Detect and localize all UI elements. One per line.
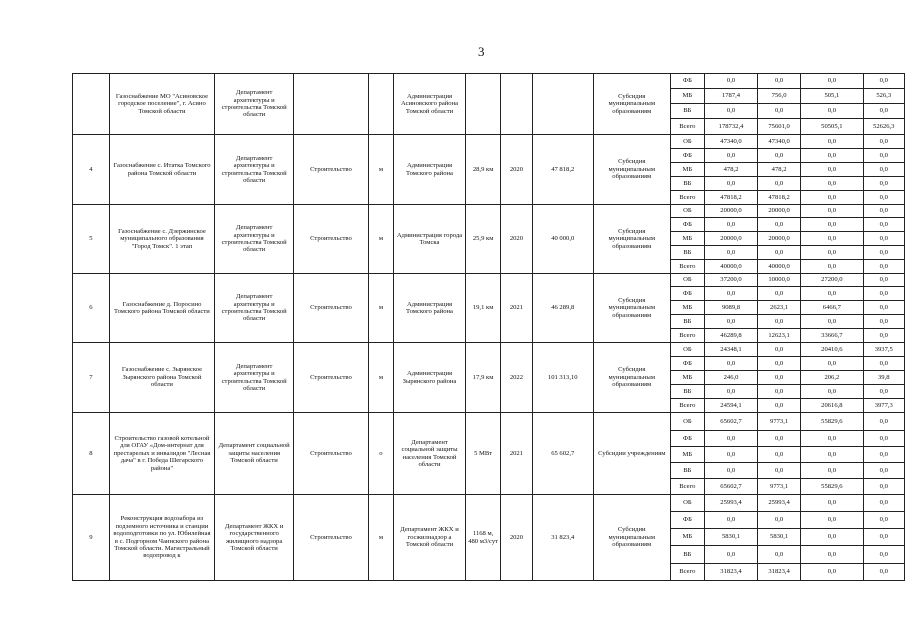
amount-year-3: 52626,3: [863, 119, 904, 135]
project-name: Газоснабжение с. Зырянское Зырянского района Томской области: [109, 343, 215, 413]
capacity: 28,9 км: [466, 135, 501, 205]
budget-level: ФБ: [670, 74, 704, 89]
capacity: 17,9 км: [466, 343, 501, 413]
funding-form: Субсидии муниципальным образованиям: [593, 495, 670, 581]
amount-year-2: 20410,6: [801, 343, 863, 357]
project-name: Газоснабжение д. Поросино Томского района Томской области: [109, 274, 215, 343]
unit: м: [368, 495, 393, 581]
project-number: [73, 74, 110, 135]
amount-year-2: 0,0: [801, 74, 863, 89]
funding-row: [73, 135, 905, 149]
budget-level: Всего: [670, 119, 704, 135]
amount-total: 20000,0: [705, 205, 758, 218]
amount-year-3: 0,0: [863, 546, 904, 564]
amount-year-3: 0,0: [863, 463, 904, 479]
recipient: Администрация Асиновского района Томской области: [394, 74, 466, 135]
amount-total: 65602,7: [705, 413, 758, 431]
amount-year-2: 33666,7: [801, 329, 863, 343]
amount-year-1: 0,0: [757, 315, 800, 329]
funding-form: Субсидии учреждениям: [593, 413, 670, 495]
amount-year-3: 0,0: [863, 479, 904, 495]
amount-year-2: 0,0: [801, 149, 863, 163]
capacity: 25,9 км: [466, 205, 501, 274]
budget-level: ВБ: [670, 177, 704, 191]
budget-level: ОБ: [670, 495, 704, 512]
amount-total: 5830,1: [705, 529, 758, 546]
year: 2020: [501, 135, 532, 205]
recipient: Администрация Томского района: [394, 135, 466, 205]
customer: Департамент архитектуры и строительства Томской области: [215, 205, 294, 274]
budget-level: ФБ: [670, 218, 704, 232]
amount-year-1: 0,0: [757, 287, 800, 301]
amount-total: 0,0: [705, 149, 758, 163]
project-number: 4: [73, 135, 110, 205]
amount-total: 0,0: [705, 431, 758, 447]
unit: м: [368, 343, 393, 413]
recipient: Администрация города Томска: [394, 205, 466, 274]
amount-year-1: 0,0: [757, 371, 800, 385]
amount-total: 40000,0: [705, 260, 758, 274]
amount-year-2: 0,0: [801, 191, 863, 205]
amount-year-3: 39,8: [863, 371, 904, 385]
capacity: 19,1 км: [466, 274, 501, 343]
budget-level: ВБ: [670, 546, 704, 564]
estimated-cost: 65 602,7: [532, 413, 593, 495]
amount-year-3: 0,0: [863, 163, 904, 177]
amount-year-3: 0,0: [863, 447, 904, 463]
budget-level: МБ: [670, 447, 704, 463]
estimated-cost: 47 818,2: [532, 135, 593, 205]
amount-year-2: 55829,6: [801, 479, 863, 495]
estimated-cost: [532, 74, 593, 135]
amount-year-3: 0,0: [863, 135, 904, 149]
amount-year-3: 0,0: [863, 191, 904, 205]
amount-year-1: 0,0: [757, 104, 800, 119]
work-type: Строительство: [294, 274, 369, 343]
amount-year-2: 0,0: [801, 529, 863, 546]
amount-year-1: 0,0: [757, 385, 800, 399]
funding-row: [73, 74, 905, 89]
project-number: 9: [73, 495, 110, 581]
budget-level: Всего: [670, 564, 704, 581]
amount-year-2: 27200,0: [801, 274, 863, 287]
unit: [368, 74, 393, 135]
budget-level: МБ: [670, 529, 704, 546]
amount-year-3: 0,0: [863, 301, 904, 315]
budget-level: Всего: [670, 329, 704, 343]
amount-total: 65602,7: [705, 479, 758, 495]
amount-year-2: 0,0: [801, 495, 863, 512]
budget-level: ОБ: [670, 274, 704, 287]
amount-year-1: 2623,1: [757, 301, 800, 315]
funding-form: Субсидия муниципальным образованиям: [593, 205, 670, 274]
year: 2021: [501, 413, 532, 495]
budget-level: ВБ: [670, 463, 704, 479]
amount-year-3: 0,0: [863, 287, 904, 301]
amount-year-1: 0,0: [757, 218, 800, 232]
project-name: Строительство газовой котельной для ОГАУ «Дом-интернат для престарелых и инвалидов "Лесная дача" в г. Победа Шегарского района": [109, 413, 215, 495]
funding-form: Субсидия муниципальным образованиям: [593, 274, 670, 343]
amount-total: 0,0: [705, 287, 758, 301]
amount-total: 0,0: [705, 546, 758, 564]
budget-level: Всего: [670, 479, 704, 495]
unit: м: [368, 205, 393, 274]
amount-year-2: 0,0: [801, 135, 863, 149]
amount-year-3: 0,0: [863, 512, 904, 529]
budget-level: МБ: [670, 89, 704, 104]
amount-year-2: 50505,1: [801, 119, 863, 135]
amount-year-3: 0,0: [863, 329, 904, 343]
amount-total: 0,0: [705, 512, 758, 529]
funding-row: [73, 413, 905, 431]
amount-total: 0,0: [705, 385, 758, 399]
funding-row: [73, 495, 905, 512]
amount-year-2: 0,0: [801, 546, 863, 564]
amount-year-1: 31823,4: [757, 564, 800, 581]
amount-year-2: 0,0: [801, 232, 863, 246]
amount-total: 47340,0: [705, 135, 758, 149]
amount-total: 25993,4: [705, 495, 758, 512]
amount-year-2: 55829,6: [801, 413, 863, 431]
amount-total: 46289,8: [705, 329, 758, 343]
amount-year-1: 47818,2: [757, 191, 800, 205]
project-number: 8: [73, 413, 110, 495]
amount-year-3: 526,3: [863, 89, 904, 104]
amount-year-2: 0,0: [801, 431, 863, 447]
project-name: Газоснабжение с. Дзержинское муниципального образования "Город Томск". 1 этап: [109, 205, 215, 274]
amount-total: 0,0: [705, 315, 758, 329]
amount-year-1: 478,2: [757, 163, 800, 177]
customer: Департамент ЖКХ и государственного жилищного надзора Томской области: [215, 495, 294, 581]
funding-form: Субсидия муниципальным образованиям: [593, 135, 670, 205]
amount-year-1: 0,0: [757, 447, 800, 463]
amount-year-2: 0,0: [801, 512, 863, 529]
amount-year-3: 0,0: [863, 431, 904, 447]
amount-year-2: 0,0: [801, 385, 863, 399]
amount-total: 0,0: [705, 447, 758, 463]
amount-year-3: 3977,3: [863, 399, 904, 413]
year: [501, 74, 532, 135]
amount-total: 37200,0: [705, 274, 758, 287]
project-name: Газоснабжение с. Итатка Томского района Томской области: [109, 135, 215, 205]
amount-year-3: 0,0: [863, 274, 904, 287]
amount-year-1: 20000,0: [757, 205, 800, 218]
amount-year-1: 0,0: [757, 431, 800, 447]
amount-year-1: 0,0: [757, 74, 800, 89]
budget-level: ОБ: [670, 343, 704, 357]
amount-total: 24348,1: [705, 343, 758, 357]
amount-year-2: 20616,8: [801, 399, 863, 413]
amount-year-3: 0,0: [863, 218, 904, 232]
investment-table: [72, 73, 905, 581]
amount-year-1: 47340,0: [757, 135, 800, 149]
amount-year-3: 0,0: [863, 246, 904, 260]
amount-year-3: 0,0: [863, 74, 904, 89]
amount-year-2: 6466,7: [801, 301, 863, 315]
estimated-cost: 46 289,8: [532, 274, 593, 343]
amount-year-1: 75601,0: [757, 119, 800, 135]
budget-level: ФБ: [670, 512, 704, 529]
amount-year-2: 0,0: [801, 260, 863, 274]
amount-year-3: 0,0: [863, 385, 904, 399]
budget-level: ВБ: [670, 246, 704, 260]
amount-year-1: 0,0: [757, 357, 800, 371]
project-number: 7: [73, 343, 110, 413]
amount-year-1: 0,0: [757, 149, 800, 163]
amount-total: 20000,0: [705, 232, 758, 246]
amount-year-1: 9773,1: [757, 413, 800, 431]
amount-year-2: 0,0: [801, 447, 863, 463]
page-number: 3: [478, 44, 485, 59]
amount-year-2: 0,0: [801, 246, 863, 260]
funding-form: Субсидия муниципальным образованиям: [593, 74, 670, 135]
estimated-cost: 31 823,4: [532, 495, 593, 581]
amount-year-3: 0,0: [863, 205, 904, 218]
amount-year-3: 0,0: [863, 529, 904, 546]
amount-total: 47818,2: [705, 191, 758, 205]
amount-year-2: 0,0: [801, 218, 863, 232]
budget-level: МБ: [670, 371, 704, 385]
budget-level: ФБ: [670, 287, 704, 301]
project-number: 5: [73, 205, 110, 274]
amount-year-1: 12623,1: [757, 329, 800, 343]
amount-year-1: 25993,4: [757, 495, 800, 512]
amount-year-2: 505,1: [801, 89, 863, 104]
budget-level: Всего: [670, 260, 704, 274]
funding-row: [73, 343, 905, 357]
year: 2021: [501, 274, 532, 343]
amount-total: 0,0: [705, 218, 758, 232]
amount-year-3: 3937,5: [863, 343, 904, 357]
amount-year-2: 0,0: [801, 205, 863, 218]
budget-level: ВБ: [670, 385, 704, 399]
year: 2022: [501, 343, 532, 413]
amount-year-1: 20000,0: [757, 232, 800, 246]
amount-year-2: 0,0: [801, 163, 863, 177]
budget-level: МБ: [670, 301, 704, 315]
estimated-cost: 40 000,0: [532, 205, 593, 274]
amount-year-1: 0,0: [757, 463, 800, 479]
amount-year-1: 0,0: [757, 399, 800, 413]
capacity: [466, 74, 501, 135]
amount-total: 0,0: [705, 104, 758, 119]
amount-year-1: 0,0: [757, 246, 800, 260]
funding-row: [73, 274, 905, 287]
amount-year-2: 0,0: [801, 104, 863, 119]
customer: Департамент социальной защиты населения Томской области: [215, 413, 294, 495]
funding-form: Субсидия муниципальным образованиям: [593, 343, 670, 413]
amount-year-3: 0,0: [863, 357, 904, 371]
estimated-cost: 101 313,10: [532, 343, 593, 413]
budget-level: ФБ: [670, 149, 704, 163]
amount-year-1: 0,0: [757, 177, 800, 191]
project-number: 6: [73, 274, 110, 343]
amount-total: 0,0: [705, 74, 758, 89]
budget-level: Всего: [670, 191, 704, 205]
budget-level: ОБ: [670, 205, 704, 218]
amount-year-2: 0,0: [801, 287, 863, 301]
year: 2020: [501, 205, 532, 274]
amount-year-3: 0,0: [863, 315, 904, 329]
amount-year-3: 0,0: [863, 260, 904, 274]
budget-level: ВБ: [670, 315, 704, 329]
budget-level: ФБ: [670, 357, 704, 371]
amount-year-1: 0,0: [757, 343, 800, 357]
amount-year-3: 0,0: [863, 104, 904, 119]
amount-total: 0,0: [705, 357, 758, 371]
amount-total: 246,0: [705, 371, 758, 385]
recipient: Департамент ЖКХ и госжилнадзор а Томской области: [394, 495, 466, 581]
amount-year-1: 40000,0: [757, 260, 800, 274]
amount-year-3: 0,0: [863, 564, 904, 581]
recipient: Администрация Зырянского района: [394, 343, 466, 413]
year: 2020: [501, 495, 532, 581]
work-type: Строительство: [294, 413, 369, 495]
amount-total: 178732,4: [705, 119, 758, 135]
amount-year-2: 0,0: [801, 315, 863, 329]
amount-year-1: 9773,1: [757, 479, 800, 495]
unit: м: [368, 135, 393, 205]
customer: Департамент архитектуры и строительства Томской области: [215, 135, 294, 205]
customer: Департамент архитектуры и строительства Томской области: [215, 343, 294, 413]
amount-total: 31823,4: [705, 564, 758, 581]
amount-year-3: 0,0: [863, 177, 904, 191]
budget-level: МБ: [670, 163, 704, 177]
work-type: Строительство: [294, 135, 369, 205]
budget-level: ВБ: [670, 104, 704, 119]
unit: о: [368, 413, 393, 495]
work-type: [294, 74, 369, 135]
amount-year-1: 0,0: [757, 512, 800, 529]
project-name: Газоснабжение МО "Асиновское городское поселение", г. Асино Томской области: [109, 74, 215, 135]
budget-level: МБ: [670, 232, 704, 246]
amount-year-1: 5830,1: [757, 529, 800, 546]
amount-year-2: 0,0: [801, 463, 863, 479]
amount-year-1: 756,0: [757, 89, 800, 104]
capacity: 1168 м, 480 м3/сут: [466, 495, 501, 581]
recipient: Администрация Томского района: [394, 274, 466, 343]
amount-total: 0,0: [705, 463, 758, 479]
amount-year-2: 206,2: [801, 371, 863, 385]
budget-level: ОБ: [670, 135, 704, 149]
budget-level: Всего: [670, 399, 704, 413]
amount-year-3: 0,0: [863, 149, 904, 163]
amount-total: 0,0: [705, 246, 758, 260]
funding-row: [73, 205, 905, 218]
amount-total: 24594,1: [705, 399, 758, 413]
amount-total: 478,2: [705, 163, 758, 177]
unit: м: [368, 274, 393, 343]
work-type: Строительство: [294, 343, 369, 413]
amount-year-3: 0,0: [863, 232, 904, 246]
budget-level: ОБ: [670, 413, 704, 431]
work-type: Строительство: [294, 205, 369, 274]
amount-year-2: 0,0: [801, 564, 863, 581]
budget-level: ФБ: [670, 431, 704, 447]
customer: Департамент архитектуры и строительства Томской области: [215, 274, 294, 343]
amount-year-3: 0,0: [863, 413, 904, 431]
project-name: Реконструкция водозабора из подземного источника и станции водоподготовки по ул. Юбилейная в с. Подгорном Чаинского района Томской области. Магистральный водопровод к: [109, 495, 215, 581]
amount-year-3: 0,0: [863, 495, 904, 512]
work-type: Строительство: [294, 495, 369, 581]
amount-year-2: 0,0: [801, 357, 863, 371]
amount-total: 9089,8: [705, 301, 758, 315]
amount-year-1: 0,0: [757, 546, 800, 564]
amount-total: 0,0: [705, 177, 758, 191]
customer: Департамент архитектуры и строительства Томской области: [215, 74, 294, 135]
recipient: Департамент социальной защиты населения Томской области: [394, 413, 466, 495]
capacity: 5 МВт: [466, 413, 501, 495]
amount-total: 1787,4: [705, 89, 758, 104]
amount-year-1: 10000,0: [757, 274, 800, 287]
amount-year-2: 0,0: [801, 177, 863, 191]
